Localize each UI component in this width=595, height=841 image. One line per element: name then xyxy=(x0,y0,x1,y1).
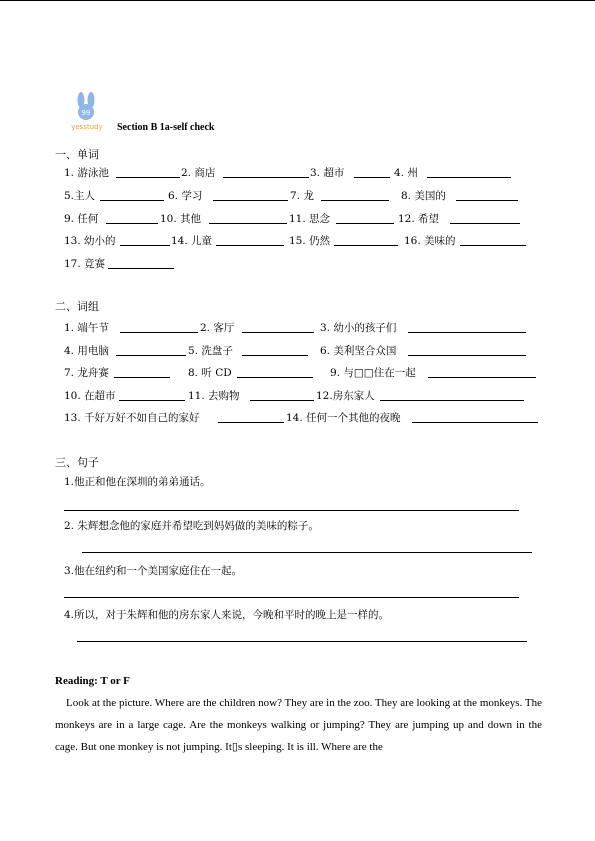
answer-blank[interactable] xyxy=(213,200,288,201)
phrase-item: 11. 去购物 xyxy=(188,390,240,402)
sentence-prompt-3: 3.他在纽约和一个美国家庭住在一起。 xyxy=(64,565,243,577)
vocab-item: 9. 任何 xyxy=(64,213,99,225)
phrase-item: 6. 美利坚合众国 xyxy=(320,345,397,357)
answer-blank[interactable] xyxy=(242,332,314,333)
answer-blank[interactable] xyxy=(408,355,526,356)
answer-line-2[interactable] xyxy=(82,552,532,553)
answer-line-4[interactable] xyxy=(77,641,527,642)
answer-blank[interactable] xyxy=(408,332,526,333)
answer-blank[interactable] xyxy=(456,200,518,201)
answer-blank[interactable] xyxy=(106,223,158,224)
sentence-prompt-1: 1.他正和他在深圳的弟弟通话。 xyxy=(64,476,211,488)
phrase-item: 1. 端午节 xyxy=(64,322,109,334)
phrase-item: 9. 与□□住在一起 xyxy=(330,367,416,379)
answer-blank[interactable] xyxy=(218,422,284,423)
phrase-item: 4. 用电脑 xyxy=(64,345,109,357)
vocab-item: 6. 学习 xyxy=(168,190,203,202)
phrase-item: 2. 客厅 xyxy=(200,322,235,334)
answer-blank[interactable] xyxy=(237,377,313,378)
vocab-item: 17. 竞赛 xyxy=(64,258,106,270)
vocab-item: 16. 美味的 xyxy=(404,235,456,247)
phrase-item: 8. 听 CD xyxy=(188,367,232,379)
answer-line-1[interactable] xyxy=(64,510,519,511)
svg-text:99: 99 xyxy=(81,109,91,117)
page-top-rule xyxy=(0,0,595,1)
vocab-item: 12. 希望 xyxy=(398,213,440,225)
vocab-item: 7. 龙 xyxy=(290,190,314,202)
answer-blank[interactable] xyxy=(380,400,524,401)
reading-paragraph: Look at the picture. Where are the children now? They are in the zoo. They are looking at the monkeys. The monkeys are in a large cage. Are the monkeys walking or jumping? They are jumping up and down in the cage. But one monkey is not jumping. It▯s sleeping. It is ill. Where are the xyxy=(55,697,542,753)
vocab-item: 1. 游泳池 xyxy=(64,167,109,179)
worksheet-heading: Section B 1a-self check xyxy=(117,122,215,133)
answer-blank[interactable] xyxy=(114,377,170,378)
phrase-item: 12.房东家人 xyxy=(316,390,375,402)
answer-blank[interactable] xyxy=(108,268,174,269)
answer-blank[interactable] xyxy=(354,177,390,178)
answer-blank[interactable] xyxy=(321,200,389,201)
vocab-item: 4. 州 xyxy=(394,167,418,179)
answer-blank[interactable] xyxy=(120,245,170,246)
phrase-item: 3. 幼小的孩子们 xyxy=(320,322,397,334)
answer-blank[interactable] xyxy=(120,332,198,333)
answer-blank[interactable] xyxy=(119,400,185,401)
answer-line-3[interactable] xyxy=(64,597,519,598)
answer-blank[interactable] xyxy=(336,223,394,224)
section-3-title: 三、句子 xyxy=(55,456,99,469)
vocab-item: 11. 思念 xyxy=(289,213,331,225)
vocab-item: 13. 幼小的 xyxy=(64,235,116,247)
sentence-prompt-4: 4.所以，对于朱辉和他的房东家人来说，今晚和平时的晚上是一样的。 xyxy=(64,609,390,621)
answer-blank[interactable] xyxy=(209,223,287,224)
phrase-item: 7. 龙舟赛 xyxy=(64,367,109,379)
vocab-item: 14. 儿童 xyxy=(171,235,213,247)
vocab-item: 15. 仍然 xyxy=(289,235,331,247)
answer-blank[interactable] xyxy=(216,245,284,246)
reading-title: Reading: T or F xyxy=(55,675,130,687)
section-2-title: 二、词组 xyxy=(55,300,99,313)
phrase-item: 14. 任何一个其他的夜晚 xyxy=(286,412,401,424)
answer-blank[interactable] xyxy=(450,223,520,224)
vocab-item: 5.主人 xyxy=(64,190,96,202)
answer-blank[interactable] xyxy=(242,355,308,356)
answer-blank[interactable] xyxy=(460,245,526,246)
sentence-prompt-2: 2. 朱辉想念他的家庭并希望吃到妈妈做的美味的粽子。 xyxy=(64,520,319,532)
answer-blank[interactable] xyxy=(334,245,398,246)
answer-blank[interactable] xyxy=(250,400,314,401)
rabbit-logo-icon xyxy=(64,92,110,132)
vocab-item: 2. 商店 xyxy=(181,167,216,179)
answer-blank[interactable] xyxy=(116,355,186,356)
phrase-item: 5. 洗盘子 xyxy=(188,345,233,357)
vocab-item: 3. 超市 xyxy=(310,167,345,179)
answer-blank[interactable] xyxy=(412,422,538,423)
section-1-title: 一、单词 xyxy=(55,148,99,161)
answer-blank[interactable] xyxy=(427,177,511,178)
answer-blank[interactable] xyxy=(223,177,309,178)
vocab-item: 8. 美国的 xyxy=(401,190,446,202)
answer-blank[interactable] xyxy=(100,200,164,201)
answer-blank[interactable] xyxy=(428,377,536,378)
answer-blank[interactable] xyxy=(116,177,180,178)
phrase-item: 10. 在超市 xyxy=(64,390,116,402)
logo-text: yesstudy xyxy=(71,123,103,131)
vocab-item: 10. 其他 xyxy=(160,213,202,225)
phrase-item: 13. 千好万好不如自己的家好 xyxy=(64,412,200,424)
